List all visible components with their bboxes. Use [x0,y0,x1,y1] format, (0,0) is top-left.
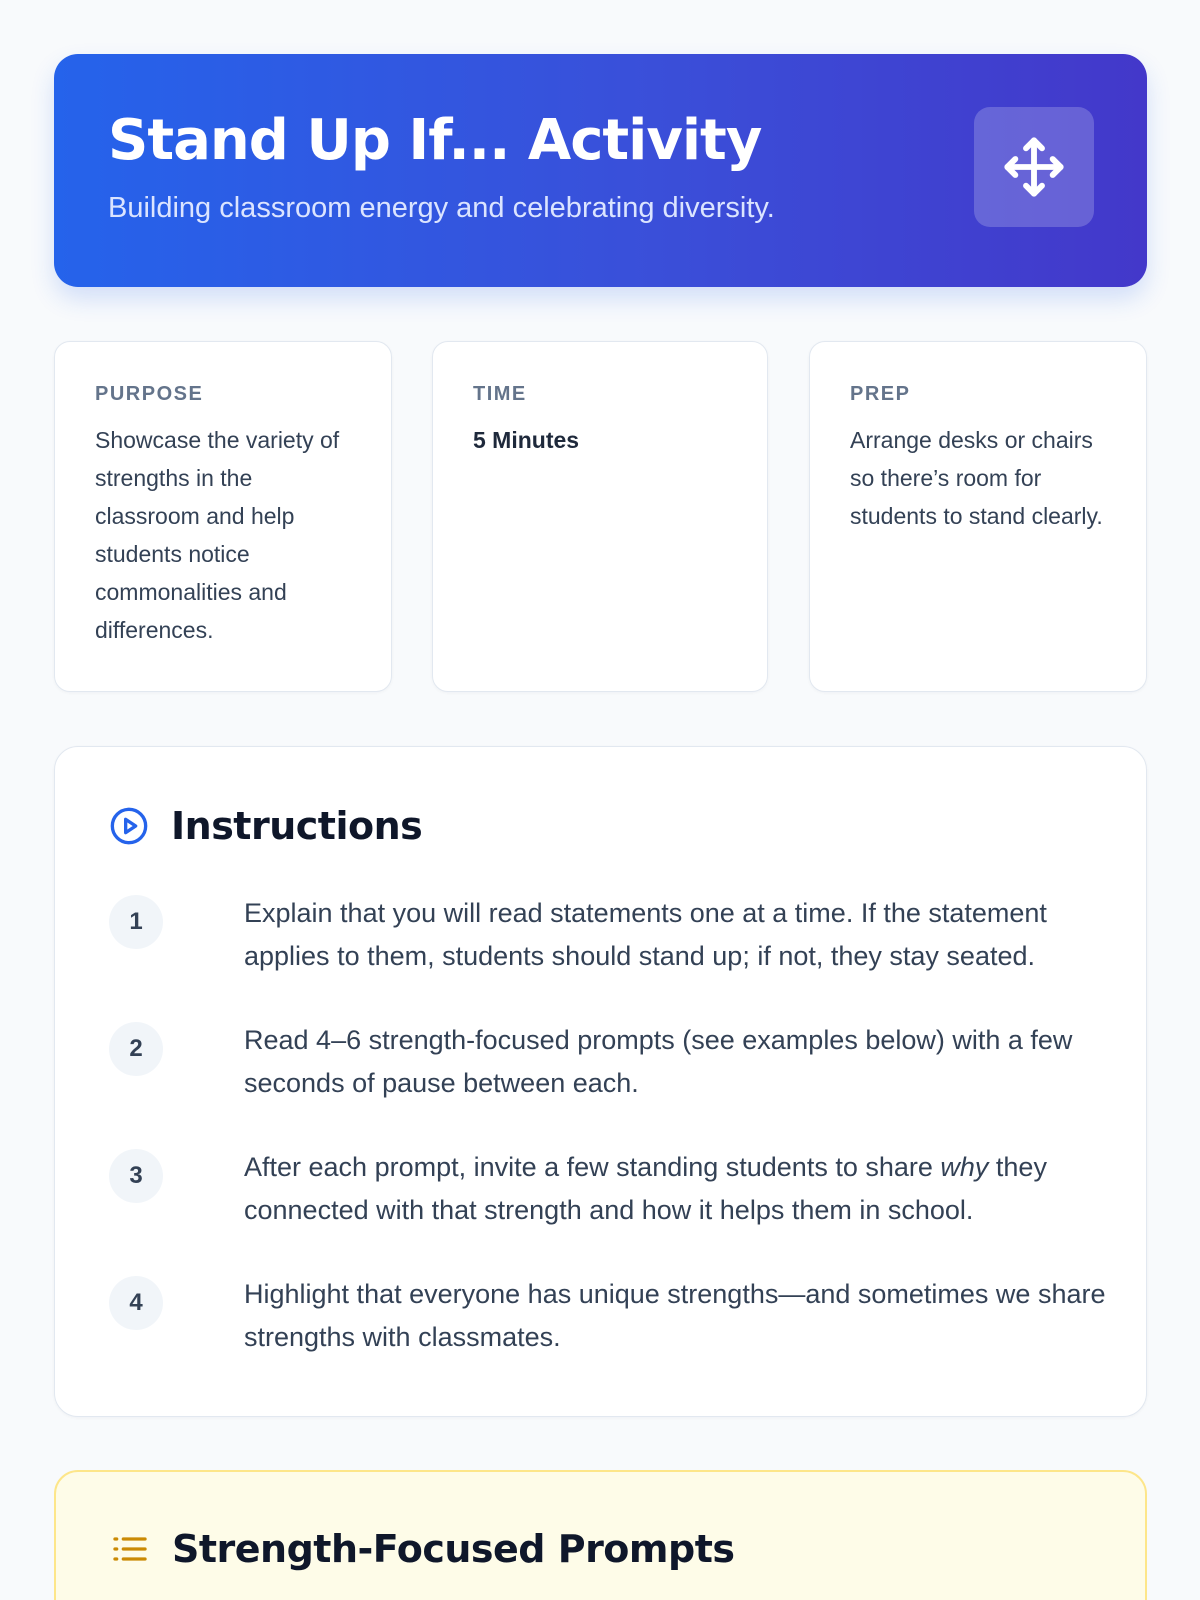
instructions-section [54,746,1147,1417]
prep-text: Arrange desks or chairs so there’s room for students to stand clearly. [850,427,1103,529]
step-text: Explain that you will read statements one at a time. If the statement applies to them, students should stand up; if not, they stay seated. [244,898,1047,971]
prep-label: PREP [850,383,911,405]
prompts-section [54,1470,1147,1600]
step-number-badge: 1 [109,895,163,949]
step-number-badge: 4 [109,1276,163,1330]
step-text: Read 4–6 strength-focused prompts (see examples below) with a few seconds of pause between each. [244,1025,1073,1098]
step-text: Highlight that everyone has unique strengths—and sometimes we share strengths with classmates. [244,1279,1106,1352]
page-subtitle: Building classroom energy and celebrating diversity. [108,192,775,224]
prep-card [809,341,1147,692]
instruction-step [109,1019,1099,1146]
instruction-steps [109,892,1106,1400]
step-text [244,1146,1124,1232]
purpose-text: Showcase the variety of strengths in the classroom and help students notice commonalities and differences. [95,427,340,643]
info-cards [54,341,1147,692]
prompts-header [110,1524,735,1574]
play-circle-icon [109,806,149,846]
activity-page [54,54,1147,1571]
step-text-emphasis: why [940,1152,989,1182]
step-text-end: they connected with that strength and how it helps them in school. [244,1152,1047,1225]
hero-banner [54,54,1147,287]
prompts-title: Strength-Focused Prompts [172,1527,735,1571]
instruction-step [109,892,1099,1019]
time-label: TIME [473,383,527,405]
purpose-label: PURPOSE [95,383,204,405]
purpose-card [54,341,392,692]
page-title: Stand Up If... Activity [108,108,762,173]
instructions-header [109,801,422,851]
time-text: 5 Minutes [473,427,580,453]
move-arrows-icon [1002,135,1066,199]
time-card [432,341,768,692]
instructions-title: Instructions [171,804,423,848]
instruction-step [109,1146,1099,1273]
instruction-step [109,1273,1106,1400]
hero-icon-box [974,107,1094,227]
step-text-start: After each prompt, invite a few standing students to share [244,1152,941,1182]
step-number-badge: 2 [109,1022,163,1076]
step-number-badge: 3 [109,1149,163,1203]
list-icon [110,1529,150,1569]
